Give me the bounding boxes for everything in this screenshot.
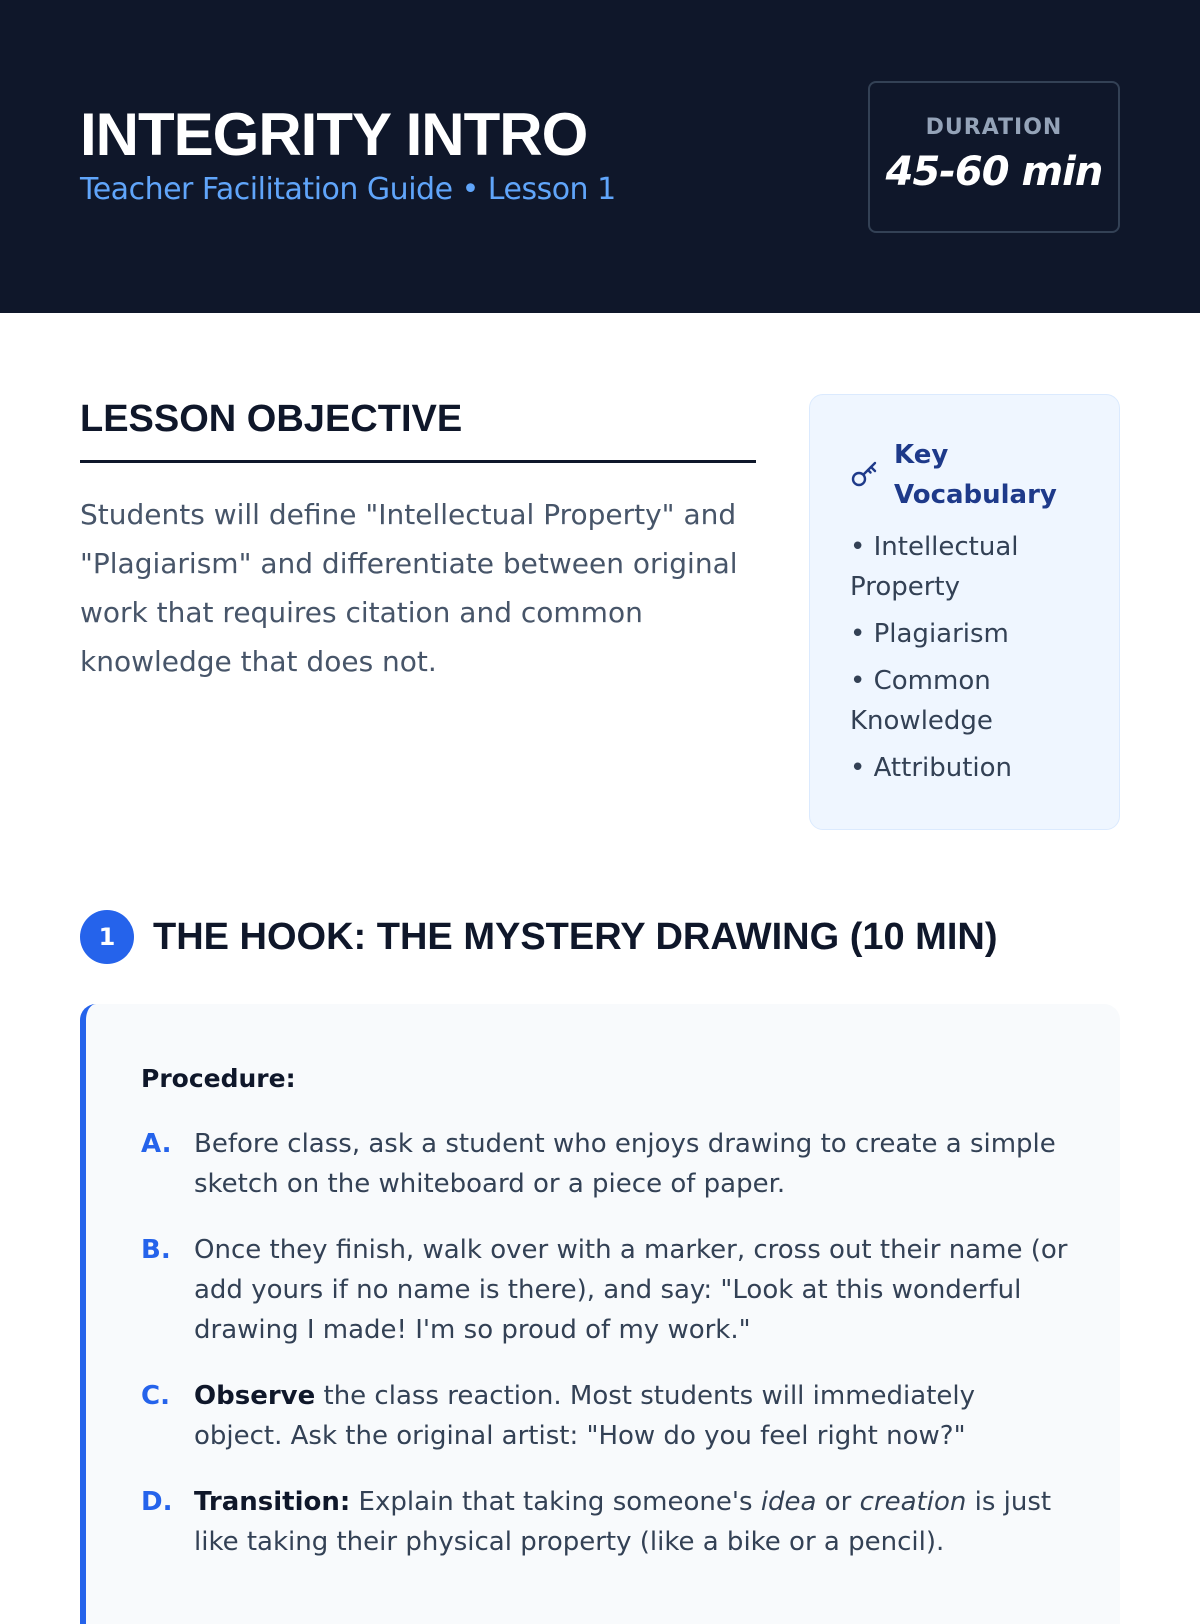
vocabulary-list: [850, 527, 1100, 795]
procedure-card: [80, 1004, 1120, 1624]
page-subtitle: Teacher Facilitation Guide • Lesson 1: [80, 172, 616, 207]
step-text: the class reaction. Most students will immediately object. Ask the original artist: "How do you feel right now?": [194, 1381, 975, 1451]
step-letter: D.: [141, 1487, 173, 1517]
step-letter: B.: [141, 1235, 171, 1265]
vocabulary-item: • Common Knowledge: [850, 666, 993, 736]
step-text: Before class, ask a student who enjoys drawing to create a simple sketch on the whiteboard or a piece of paper.: [194, 1129, 1056, 1199]
vocabulary-item: • Intellectual Property: [850, 532, 1019, 602]
section-heading: THE HOOK: THE MYSTERY DRAWING (10 MIN): [153, 916, 998, 958]
step-emphasis: idea: [760, 1487, 817, 1517]
step-text: or: [816, 1487, 860, 1517]
objective-heading: LESSON OBJECTIVE: [80, 398, 463, 440]
page-title: INTEGRITY INTRO: [80, 101, 588, 168]
objective-text: Students will define "Intellectual Property" and "Plagiarism" and differentiate between original work that requires citation and common knowledge that does not.: [80, 498, 738, 678]
step-letter: C.: [141, 1381, 170, 1411]
section-number-badge: 1: [80, 910, 134, 964]
objective-divider: [80, 460, 756, 463]
step-text: is just like taking their physical property (like a bike or a pencil).: [194, 1487, 1052, 1557]
procedure-step-d: [141, 1482, 1071, 1562]
procedure-label: Procedure:: [141, 1064, 296, 1093]
step-emphasis: creation: [859, 1487, 967, 1517]
duration-box: [868, 81, 1120, 233]
step-text: Explain that taking someone's: [350, 1487, 761, 1517]
step-text: Once they finish, walk over with a marker, cross out their name (or add yours if no name is there), and say: "Look at this wonderful drawing I made! I'm so proud of my work.": [194, 1235, 1068, 1345]
procedure-steps: [141, 1124, 1071, 1588]
key-icon: [850, 459, 880, 489]
vocabulary-item: • Plagiarism: [850, 619, 1009, 649]
duration-value: 45-60 min: [885, 149, 1103, 195]
step-lead: Observe: [194, 1381, 316, 1411]
step-lead: Transition:: [194, 1487, 351, 1517]
duration-label: DURATION: [925, 115, 1063, 140]
step-letter: A.: [141, 1129, 172, 1159]
procedure-step-c: [141, 1376, 1071, 1456]
key-vocabulary-card: [809, 394, 1120, 830]
procedure-step-a: [141, 1124, 1071, 1204]
vocabulary-item: • Attribution: [850, 753, 1013, 783]
vocabulary-title: Key Vocabulary: [894, 440, 1057, 510]
lesson-header: [0, 0, 1200, 313]
procedure-step-b: [141, 1230, 1071, 1350]
